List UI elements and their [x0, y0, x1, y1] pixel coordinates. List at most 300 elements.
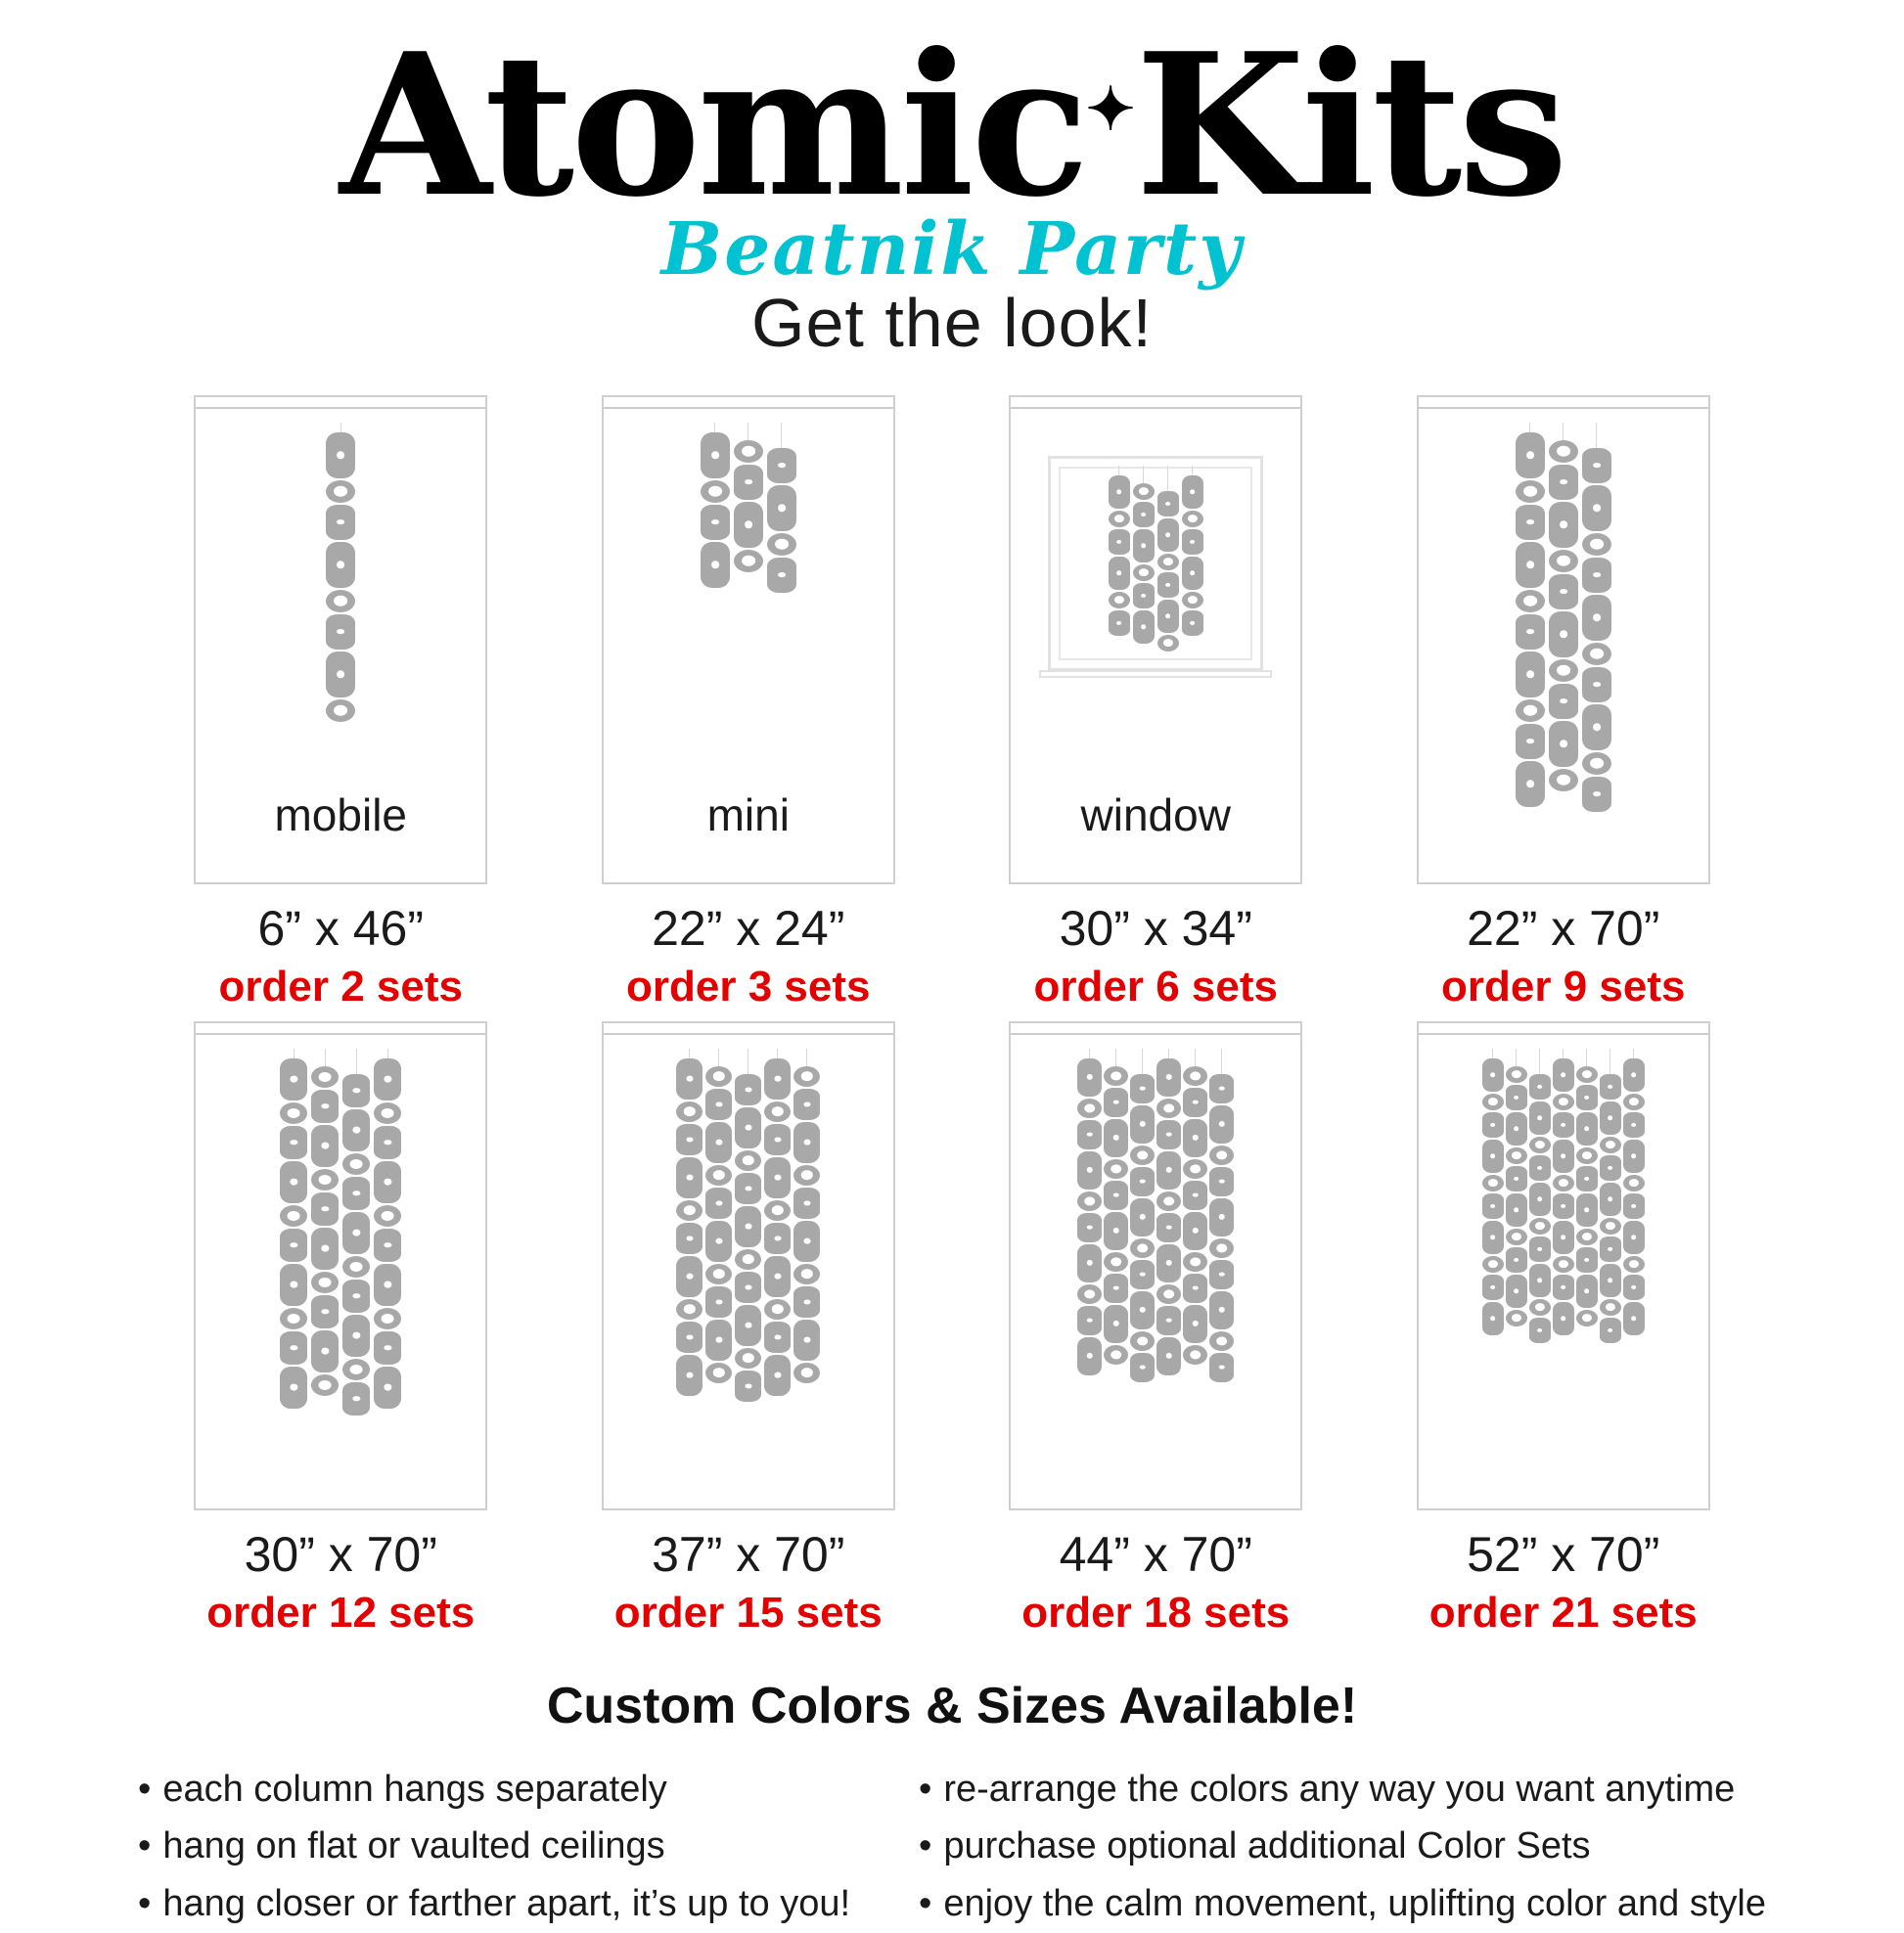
bead-pill [1600, 1264, 1621, 1297]
bead-pill [1133, 610, 1155, 644]
bead-ring [793, 1264, 820, 1284]
bead-pill [1600, 1101, 1621, 1135]
hanging-string [1633, 1049, 1634, 1058]
footer-title: Custom Colors & Sizes Available! [0, 1677, 1904, 1735]
bead-pill [311, 1090, 339, 1123]
bead-pill [374, 1264, 401, 1306]
bead-pill [1623, 1112, 1645, 1138]
bead-columns [1419, 423, 1708, 814]
bead-pill [1600, 1318, 1621, 1343]
bead-pill [764, 1355, 791, 1396]
hanging-string [1596, 423, 1597, 448]
bead-ring [705, 1066, 732, 1087]
bead-ring [1077, 1099, 1102, 1118]
bead-pill [280, 1161, 307, 1203]
bead-pill [1553, 1112, 1574, 1138]
bullet-text: hang closer or farther apart, it’s up to you! [162, 1883, 850, 1924]
kit-card[interactable] [545, 395, 953, 1011]
bead-column [1576, 1049, 1598, 1328]
bead-pill [1157, 491, 1179, 517]
bead-pill [1077, 1337, 1102, 1375]
kit-order-quantity: order 12 sets [206, 1589, 475, 1638]
bead-ring [767, 533, 796, 556]
hanging-string [714, 423, 715, 432]
bead-ring [1104, 1252, 1128, 1272]
kit-order-quantity: order 18 sets [1021, 1589, 1290, 1638]
bead-pill [326, 542, 355, 588]
bead-pill [1516, 542, 1545, 588]
kit-card[interactable] [1360, 1021, 1768, 1638]
bead-pill [764, 1157, 791, 1198]
bead-column [1104, 1049, 1128, 1367]
bead-pill [280, 1331, 307, 1365]
bead-column [1529, 1049, 1551, 1345]
bead-ring [1529, 1137, 1551, 1153]
bead-pill [342, 1212, 370, 1254]
brand-title [0, 33, 1904, 219]
bead-pill [326, 505, 355, 540]
bead-pill [280, 1058, 307, 1101]
bead-pill [1623, 1140, 1645, 1173]
bead-column [734, 423, 763, 574]
bead-pill [764, 1223, 791, 1254]
bead-pill [767, 558, 796, 593]
bead-pill [1156, 1120, 1181, 1149]
bead-pill [1553, 1058, 1574, 1092]
bead-ring [1157, 635, 1179, 652]
bead-pill [342, 1280, 370, 1313]
bead-ring [764, 1299, 791, 1320]
bead-pill [1157, 572, 1179, 598]
bead-ring [1156, 1191, 1181, 1211]
bead-columns [196, 423, 485, 724]
kit-preview [1417, 1021, 1710, 1510]
hanging-string [1143, 466, 1144, 483]
bead-pill [280, 1264, 307, 1306]
bead-ring [735, 1150, 761, 1171]
page-header [0, 0, 1904, 360]
bullet-item [138, 1761, 850, 1819]
bead-ring [734, 550, 763, 572]
bead-pill [1549, 721, 1578, 767]
bead-ring [1582, 533, 1611, 556]
bead-column [280, 1049, 307, 1411]
bead-pill [1549, 684, 1578, 719]
bead-ring [1516, 480, 1545, 503]
bead-ring [311, 1169, 339, 1191]
bead-ring [1130, 1331, 1155, 1351]
bead-ring [1183, 1252, 1207, 1272]
bead-pill [1157, 518, 1179, 552]
bead-ring [1516, 699, 1545, 722]
bead-ring [1109, 511, 1130, 527]
hanging-string [1563, 423, 1564, 440]
bead-pill [1529, 1074, 1551, 1100]
bullet-list-right [919, 1761, 1766, 1933]
bullet-item [919, 1818, 1766, 1875]
bead-ring [1482, 1175, 1504, 1191]
bead-ring [280, 1308, 307, 1329]
bead-ring [1183, 1345, 1207, 1365]
page-footer [0, 1677, 1904, 1933]
bead-ring [374, 1308, 401, 1329]
hanging-string [1563, 1049, 1564, 1058]
bullet-item [138, 1818, 850, 1875]
bead-column [1623, 1049, 1645, 1337]
bead-column [1182, 466, 1203, 638]
bead-ring [280, 1205, 307, 1227]
bead-pill [1183, 1181, 1207, 1210]
bead-ring [1600, 1218, 1621, 1235]
bead-pill [326, 432, 355, 478]
bead-pill [1549, 502, 1578, 548]
bead-pill [342, 1177, 370, 1210]
bead-pill [374, 1058, 401, 1101]
ceiling-line [1011, 407, 1300, 409]
bead-pill [1516, 432, 1545, 478]
bead-pill [311, 1228, 339, 1270]
bead-pill [1553, 1193, 1574, 1219]
bead-ring [793, 1165, 820, 1186]
bead-pill [676, 1322, 703, 1353]
hanging-string [806, 1049, 807, 1066]
kit-order-quantity: order 9 sets [1441, 963, 1685, 1011]
bead-pill [1506, 1247, 1527, 1273]
bead-column [705, 1049, 732, 1385]
bead-pill [1506, 1275, 1527, 1308]
kit-label: window [1011, 788, 1300, 841]
bead-pill [793, 1188, 820, 1219]
bead-pill [1600, 1155, 1621, 1181]
bead-pill [1104, 1088, 1128, 1117]
kit-size: 37” x 70” [652, 1526, 844, 1583]
hanging-string [387, 1049, 388, 1058]
kit-preview [602, 1021, 895, 1510]
bead-pill [1549, 611, 1578, 657]
bead-ring [1133, 564, 1155, 581]
bead-column [1600, 1049, 1621, 1345]
ceiling-line [1419, 1033, 1708, 1035]
hanging-string [1167, 466, 1168, 491]
bead-pill [1506, 1112, 1527, 1146]
bead-pill [1209, 1167, 1234, 1196]
bullet-dot-icon: • [919, 1825, 931, 1866]
bead-pill [1529, 1318, 1551, 1343]
bead-pill [1183, 1119, 1207, 1157]
bead-ring [311, 1374, 339, 1396]
bead-ring [701, 480, 730, 503]
bead-ring [1600, 1299, 1621, 1316]
bead-ring [1549, 769, 1578, 791]
kit-size: 44” x 70” [1060, 1526, 1252, 1583]
bead-pill [342, 1074, 370, 1107]
kit-card[interactable] [137, 1021, 545, 1638]
kit-preview [194, 1021, 487, 1510]
hanging-string [1539, 1049, 1540, 1074]
bead-column [1209, 1049, 1234, 1384]
bead-column [1553, 1049, 1574, 1337]
bead-pill [1549, 574, 1578, 609]
bead-pill [1182, 610, 1203, 636]
bead-pill [1104, 1119, 1128, 1157]
bead-column [1077, 1049, 1102, 1377]
bead-pill [705, 1122, 732, 1163]
kit-preview [1009, 1021, 1302, 1510]
bead-pill [1157, 600, 1179, 633]
bead-pill [1623, 1302, 1645, 1335]
bead-ring [1529, 1299, 1551, 1316]
hanging-string [1586, 1049, 1587, 1066]
bead-column [342, 1049, 370, 1417]
bead-ring [1157, 554, 1179, 570]
ceiling-line [1419, 407, 1708, 409]
bullet-list-left [138, 1761, 850, 1933]
bead-column [1183, 1049, 1207, 1367]
bead-pill [1156, 1306, 1181, 1335]
hanging-string [1516, 1049, 1517, 1066]
bead-pill [1482, 1193, 1504, 1219]
bead-column [676, 1049, 703, 1398]
bead-pill [676, 1223, 703, 1254]
bead-ring [1104, 1159, 1128, 1179]
kit-card[interactable] [137, 395, 545, 1011]
bead-pill [734, 502, 763, 548]
bead-pill [374, 1161, 401, 1203]
bead-ring [326, 699, 355, 722]
bead-ring [326, 590, 355, 612]
bead-ring [374, 1102, 401, 1124]
bead-pill [342, 1315, 370, 1357]
bead-ring [764, 1200, 791, 1221]
bead-pill [1156, 1337, 1181, 1375]
kit-card[interactable] [952, 1021, 1360, 1638]
bullet-item [919, 1875, 1766, 1933]
bead-pill [1600, 1074, 1621, 1100]
bead-pill [280, 1229, 307, 1262]
bead-column [1156, 1049, 1181, 1377]
bead-ring [1549, 550, 1578, 572]
kit-card[interactable] [952, 395, 1360, 1011]
bead-pill [1529, 1101, 1551, 1135]
hanging-string [1221, 1049, 1222, 1074]
bead-ring [342, 1153, 370, 1175]
bead-pill [1516, 761, 1545, 807]
bead-ring [311, 1066, 339, 1088]
kit-size: 30” x 70” [245, 1526, 437, 1583]
bead-ring [1549, 440, 1578, 463]
bead-ring [1506, 1147, 1527, 1164]
bead-pill [1209, 1105, 1234, 1144]
bead-pill [1130, 1291, 1155, 1329]
bead-column [1582, 423, 1611, 814]
bead-pill [1183, 1305, 1207, 1343]
bead-column [735, 1049, 761, 1404]
bead-pill [1130, 1167, 1155, 1196]
bead-ring [1582, 643, 1611, 665]
bead-ring [1623, 1094, 1645, 1110]
hanging-string [1142, 1049, 1143, 1074]
bead-pill [342, 1109, 370, 1151]
bead-ring [342, 1359, 370, 1380]
bead-pill [1582, 777, 1611, 812]
bead-pill [705, 1188, 732, 1219]
bead-pill [1506, 1085, 1527, 1110]
hanging-string [1115, 1049, 1116, 1066]
bead-pill [705, 1089, 732, 1120]
bead-column [374, 1049, 401, 1411]
bullet-item [138, 1875, 850, 1933]
tagline: Get the look! [0, 288, 1904, 360]
brand-title-part1: Atomic [340, 11, 1086, 241]
bead-ring [764, 1101, 791, 1122]
bead-ring [1156, 1284, 1181, 1304]
bead-pill [793, 1320, 820, 1361]
bead-pill [735, 1206, 761, 1247]
bead-ring [342, 1256, 370, 1278]
bead-pill [705, 1320, 732, 1361]
bead-pill [1549, 465, 1578, 500]
kit-order-quantity: order 21 sets [1429, 1589, 1698, 1638]
bead-pill [280, 1367, 307, 1409]
bead-pill [374, 1367, 401, 1409]
bead-pill [676, 1256, 703, 1297]
bead-column [767, 423, 796, 595]
bead-ring [1576, 1310, 1598, 1326]
bead-pill [767, 448, 796, 483]
bead-ring [1077, 1284, 1102, 1304]
bead-pill [1130, 1353, 1155, 1382]
bead-pill [1576, 1193, 1598, 1227]
bead-pill [676, 1058, 703, 1100]
bead-pill [1623, 1193, 1645, 1219]
kit-order-quantity: order 15 sets [614, 1589, 883, 1638]
bead-pill [705, 1286, 732, 1318]
ceiling-line [196, 1033, 485, 1035]
bullet-text: hang on flat or vaulted ceilings [162, 1825, 664, 1866]
bead-pill [1529, 1155, 1551, 1181]
bead-ring [1623, 1175, 1645, 1191]
bead-pill [342, 1382, 370, 1416]
bead-pill [1183, 1088, 1207, 1117]
kit-order-quantity: order 6 sets [1034, 963, 1278, 1011]
bead-pill [734, 465, 763, 500]
bead-ring [1183, 1066, 1207, 1086]
bead-pill [1516, 724, 1545, 759]
bead-pill [1516, 505, 1545, 540]
bead-pill [1516, 652, 1545, 697]
bead-pill [1529, 1264, 1551, 1297]
bead-column [1506, 1049, 1527, 1328]
footer-bullets [0, 1761, 1904, 1933]
bead-ring [1506, 1229, 1527, 1245]
bead-pill [764, 1322, 791, 1353]
bead-ring [1077, 1191, 1102, 1211]
bead-pill [1183, 1212, 1207, 1250]
bullet-dot-icon: • [138, 1825, 151, 1866]
kit-label: mini [604, 788, 893, 841]
bead-pill [793, 1122, 820, 1163]
bead-pill [793, 1286, 820, 1318]
bead-columns [604, 1049, 893, 1404]
starburst-icon: ✦ [1086, 75, 1135, 144]
bead-pill [1077, 1120, 1102, 1149]
bead-pill [1482, 1221, 1504, 1254]
hanging-string [718, 1049, 719, 1066]
bead-ring [1506, 1066, 1527, 1083]
bead-pill [1506, 1166, 1527, 1191]
bead-ring [705, 1264, 732, 1284]
bead-ring [1553, 1256, 1574, 1273]
kit-card[interactable] [545, 1021, 953, 1638]
bead-pill [1156, 1058, 1181, 1097]
bead-pill [701, 432, 730, 478]
ceiling-line [604, 407, 893, 409]
bead-ring [1209, 1238, 1234, 1258]
kit-preview [1009, 395, 1302, 884]
bead-ring [1482, 1094, 1504, 1110]
bead-pill [701, 505, 730, 540]
bead-pill [1529, 1236, 1551, 1262]
bead-pill [326, 652, 355, 697]
bead-pill [1104, 1212, 1128, 1250]
bead-ring [374, 1205, 401, 1227]
bead-ring [1582, 752, 1611, 775]
bead-pill [735, 1371, 761, 1402]
bead-pill [1104, 1274, 1128, 1303]
bead-ring [1130, 1238, 1155, 1258]
bead-pill [1209, 1353, 1234, 1382]
bead-pill [1553, 1302, 1574, 1335]
bead-columns [196, 1049, 485, 1417]
bead-pill [1482, 1058, 1504, 1092]
bead-pill [280, 1126, 307, 1159]
bead-ring [1183, 1159, 1207, 1179]
bullet-text: re-arrange the colors any way you want anytime [943, 1769, 1735, 1810]
bead-pill [311, 1295, 339, 1328]
bead-column [1130, 1049, 1155, 1384]
bead-pill [705, 1221, 732, 1262]
bead-ring [793, 1363, 820, 1383]
bead-column [701, 423, 730, 590]
bullet-dot-icon: • [138, 1769, 151, 1810]
hanging-string [325, 1049, 326, 1066]
bead-pill [1582, 704, 1611, 750]
bead-pill [1576, 1085, 1598, 1110]
bead-pill [1077, 1213, 1102, 1242]
bead-pill [1109, 475, 1130, 509]
ceiling-line [1011, 1033, 1300, 1035]
kit-size: 30” x 34” [1060, 900, 1252, 957]
bead-ring [326, 480, 355, 503]
bead-pill [374, 1331, 401, 1365]
bead-pill [1109, 529, 1130, 555]
bead-pill [1130, 1105, 1155, 1144]
bead-ring [1600, 1137, 1621, 1153]
hanging-string [689, 1049, 690, 1058]
bead-pill [793, 1089, 820, 1120]
bead-pill [1209, 1074, 1234, 1103]
bead-pill [1482, 1140, 1504, 1173]
bead-ring [1182, 592, 1203, 608]
bead-pill [1209, 1291, 1234, 1329]
bead-ring [1209, 1146, 1234, 1165]
kit-card[interactable] [1360, 395, 1768, 1011]
bead-ring [793, 1066, 820, 1087]
bead-pill [1104, 1305, 1128, 1343]
bead-pill [1576, 1166, 1598, 1191]
bead-pill [1623, 1275, 1645, 1300]
bead-pill [1130, 1074, 1155, 1103]
